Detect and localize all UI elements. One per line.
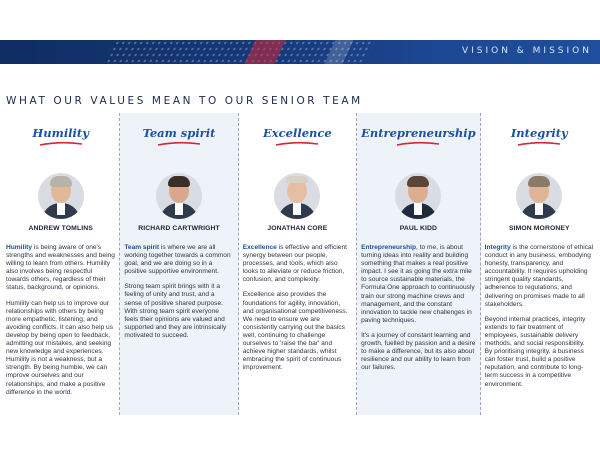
value-word	[124, 113, 233, 147]
value-title: Excellence	[263, 126, 332, 140]
value-text: is where we are all working together towards a common goal, and we are doing so in a positive supportive environment.	[124, 244, 231, 276]
value-description	[361, 244, 476, 372]
value-title: Entrepreneurship	[361, 126, 476, 140]
person-name: ANDREW TOMLINS	[28, 225, 93, 232]
swoosh-underline-icon	[274, 141, 320, 147]
value-text: is being aware of one's strengths and weaknesses and being willing to learn from others. Humility also involves being respectful towards others, regardless of their status, background, or opinions.	[6, 244, 115, 292]
value-lead: Entrepreneurship	[361, 244, 417, 251]
value-word	[243, 113, 352, 147]
avatar	[395, 173, 441, 219]
value-text: Excellence also provides the foundations for agility, innovation, and organisational competitiveness. We need to ensure we are consistently carrying out the basics well, continuing to challenge ourselves to 'raise the bar' and achieve higher standards, whilst embracing the spirit of continuous improvement.	[242, 291, 348, 372]
header-banner	[0, 40, 600, 64]
avatar	[156, 173, 202, 219]
section-title: WHAT OUR VALUES MEAN TO OUR SENIOR TEAM	[6, 95, 363, 107]
value-text: Beyond internal practices, integrity extends to fair treatment of employees, sustainable delivery methods, and social responsibility. By prioritising integrity, a business can foster trust, build a positive reputation, and contribute to long-term success in a competitive environment.	[484, 315, 586, 388]
value-description	[243, 244, 352, 372]
swoosh-underline-icon	[38, 141, 84, 147]
value-text: It's a journey of constant learning and growth, fuelled by passion and a desire to make a difference, but its also about resilience and our ability to learn from our failures.	[361, 331, 476, 372]
value-lead: Humility	[6, 244, 33, 251]
value-text: is effective and efficient synergy between our people, processes, and tools, which also looks to alleviate or reduce friction, confusion, and complexity.	[242, 244, 347, 284]
value-word	[485, 113, 594, 147]
person-name: JONATHAN CORE	[267, 225, 328, 232]
value-column-team-spirit	[120, 113, 238, 415]
swoosh-underline-icon	[395, 141, 441, 147]
avatar	[274, 173, 320, 219]
avatar	[38, 173, 84, 219]
value-title: Integrity	[510, 126, 568, 140]
value-title: Team spirit	[142, 126, 216, 140]
person-name: RICHARD CARTWRIGHT	[138, 225, 220, 232]
value-text: , to me, is about turning ideas into reality and building something that makes a real positive impact. I see it as going the extra mile to source sustainable materials, the Formula One approach to continuously train our strong machine crews and management, and the constant innovation to tackle new challenges in paving techniques.	[361, 244, 475, 324]
banner-title: VISION & MISSION	[461, 46, 592, 56]
value-column-integrity	[481, 113, 598, 415]
value-text: Humility can help us to improve our relationships with others by being more empathetic, listening, and avoiding conflicts. It can also help us develop by being open to feedback, admitting our mistakes, and seeking new knowledge and experiences. Humility is not a weakness, but a strength. By being humble, we can improve ourselves and our relationships, and make a positive difference in the world.	[6, 299, 114, 396]
avatar	[516, 173, 562, 219]
value-description	[485, 244, 594, 389]
value-title: Humility	[32, 126, 89, 140]
value-lead: Team spirit	[124, 244, 160, 251]
value-lead: Integrity	[484, 244, 511, 251]
value-column-humility	[2, 113, 120, 415]
person-name: PAUL KIDD	[399, 225, 437, 232]
value-column-excellence	[239, 113, 357, 415]
value-word	[6, 113, 115, 147]
value-word	[361, 113, 476, 147]
value-description	[6, 244, 115, 397]
value-text: Strong team spirit brings with it a feeling of unity and trust, and a sense of positive shared purpose. With strong team spirit everyone feels their opinions are valued and supported and they are intrinsically motivated to succeed.	[124, 283, 227, 339]
value-text: is the cornerstone of ethical conduct in any business, embodying honesty, transparency, and accountability. It requires upholding stringent quality standards, adherence to regulations, and delivering on promises made to all stakeholders.	[484, 244, 594, 308]
swoosh-underline-icon	[516, 141, 562, 147]
person-name: SIMON MORONEY	[509, 225, 570, 232]
value-column-entrepreneurship	[357, 113, 481, 415]
value-lead: Excellence	[242, 244, 277, 251]
values-grid	[2, 113, 598, 415]
swoosh-underline-icon	[156, 141, 202, 147]
value-description	[124, 244, 233, 340]
